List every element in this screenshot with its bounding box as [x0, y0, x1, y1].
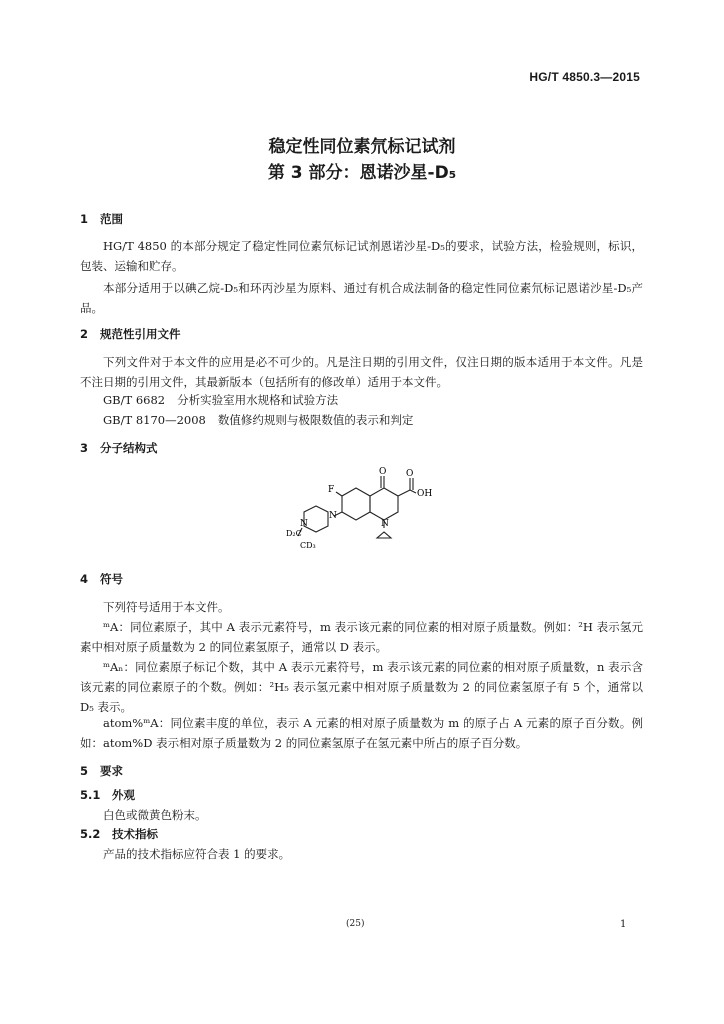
paragraph: 本部分适用于以碘乙烷-D₅和环丙沙星为原料、通过有机合成法制备的稳定性同位素氘标记恩诺沙星-D₅产品。 [80, 281, 643, 315]
section-title: 分子结构式 [100, 441, 158, 455]
section-number: 4 [80, 572, 89, 586]
atom-oh: OH [417, 489, 433, 499]
section-title: 技术指标 [112, 827, 158, 841]
paragraph: 下列文件对于本文件的应用是必不可少的。凡是注日期的引用文件，仅注日期的版本适用于本文件。凡是不注日期的引用文件，其最新版本（包括所有的修改单）适用于本文件。 [80, 355, 643, 389]
reference-code: GB/T 6682 [103, 393, 166, 407]
paragraph: 白色或微黄色粉末。 [103, 808, 207, 822]
section-5-heading [80, 763, 123, 779]
section-title: 符号 [100, 572, 123, 586]
paragraph: ᵐAₙ：同位素原子标记个数，其中 A 表示元素符号，m 表示该元素的同位素的相对原子质量数，n 表示含该元素的同位素原子的个数。例如：²H₅ 表示氢元素中相对原子质量数为 2 的同位素氢原子有 5 个，通常以 D₅ 表示。 [80, 660, 643, 714]
atom-f: F [328, 485, 335, 495]
section-number: 2 [80, 327, 89, 341]
paragraph: 下列符号适用于本文件。 [103, 600, 230, 614]
section-4-heading [80, 571, 123, 587]
atom-o-keto: O [379, 467, 387, 477]
group-cd3: CD₃ [300, 541, 316, 550]
doc-title-line1: 稳定性同位素氘标记试剂 [268, 137, 456, 157]
reference-title: 数值修约规则与极限数值的表示和判定 [217, 413, 414, 427]
section-5-1-heading [80, 787, 135, 803]
section-title: 要求 [100, 764, 123, 778]
section-number: 5 [80, 764, 89, 778]
standard-number: HG/T 4850.3—2015 [529, 70, 640, 84]
section-number: 3 [80, 441, 89, 455]
section-title: 规范性引用文件 [100, 327, 181, 341]
reference-code: GB/T 8170—2008 [103, 413, 206, 427]
section-3-heading [80, 440, 158, 456]
section-2-heading [80, 326, 181, 342]
footer-sequence: (25) [346, 919, 365, 929]
paragraph: atom%ᵐA：同位素丰度的单位，表示 A 元素的相对原子质量数为 m 的原子占 A 元素的原子百分数。例如：atom%D 表示相对原子质量数为 2 的同位素氢原子在氢元素中所占的原子百分数。 [80, 716, 643, 750]
section-number: 1 [80, 212, 89, 226]
section-1-heading [80, 211, 123, 227]
section-number: 5.2 [80, 827, 101, 841]
paragraph: HG/T 4850 的本部分规定了稳定性同位素氘标记试剂恩诺沙星-D₅的要求，试验方法，检验规则，标识，包装、运输和贮存。 [80, 239, 643, 273]
doc-title-line2: 第 3 部分：恩诺沙星-D₅ [267, 163, 457, 183]
atom-o-acid: O [406, 469, 414, 479]
reference-item [103, 390, 338, 410]
atom-n-quinolone: N [381, 519, 389, 529]
page-number: 1 [620, 919, 627, 930]
reference-item [103, 410, 413, 430]
paragraph: ᵐA：同位素原子，其中 A 表示元素符号，m 表示该元素的同位素的相对原子质量数。例如：²H 表示氢元素中相对原子质量数为 2 的同位素氢原子，通常以 D 表示。 [80, 620, 643, 654]
paragraph: 产品的技术指标应符合表 1 的要求。 [103, 847, 291, 861]
reference-title: 分析实验室用水规格和试验方法 [177, 393, 339, 407]
atom-n-piperazine-2: N [300, 519, 308, 529]
atom-n-piperazine-1: N [329, 511, 337, 521]
section-title: 外观 [112, 788, 135, 802]
section-number: 5.1 [80, 788, 101, 802]
section-5-2-heading [80, 826, 158, 842]
section-title: 范围 [100, 212, 123, 226]
group-cd2: D₂C [286, 529, 302, 538]
molecular-structure [280, 462, 440, 562]
